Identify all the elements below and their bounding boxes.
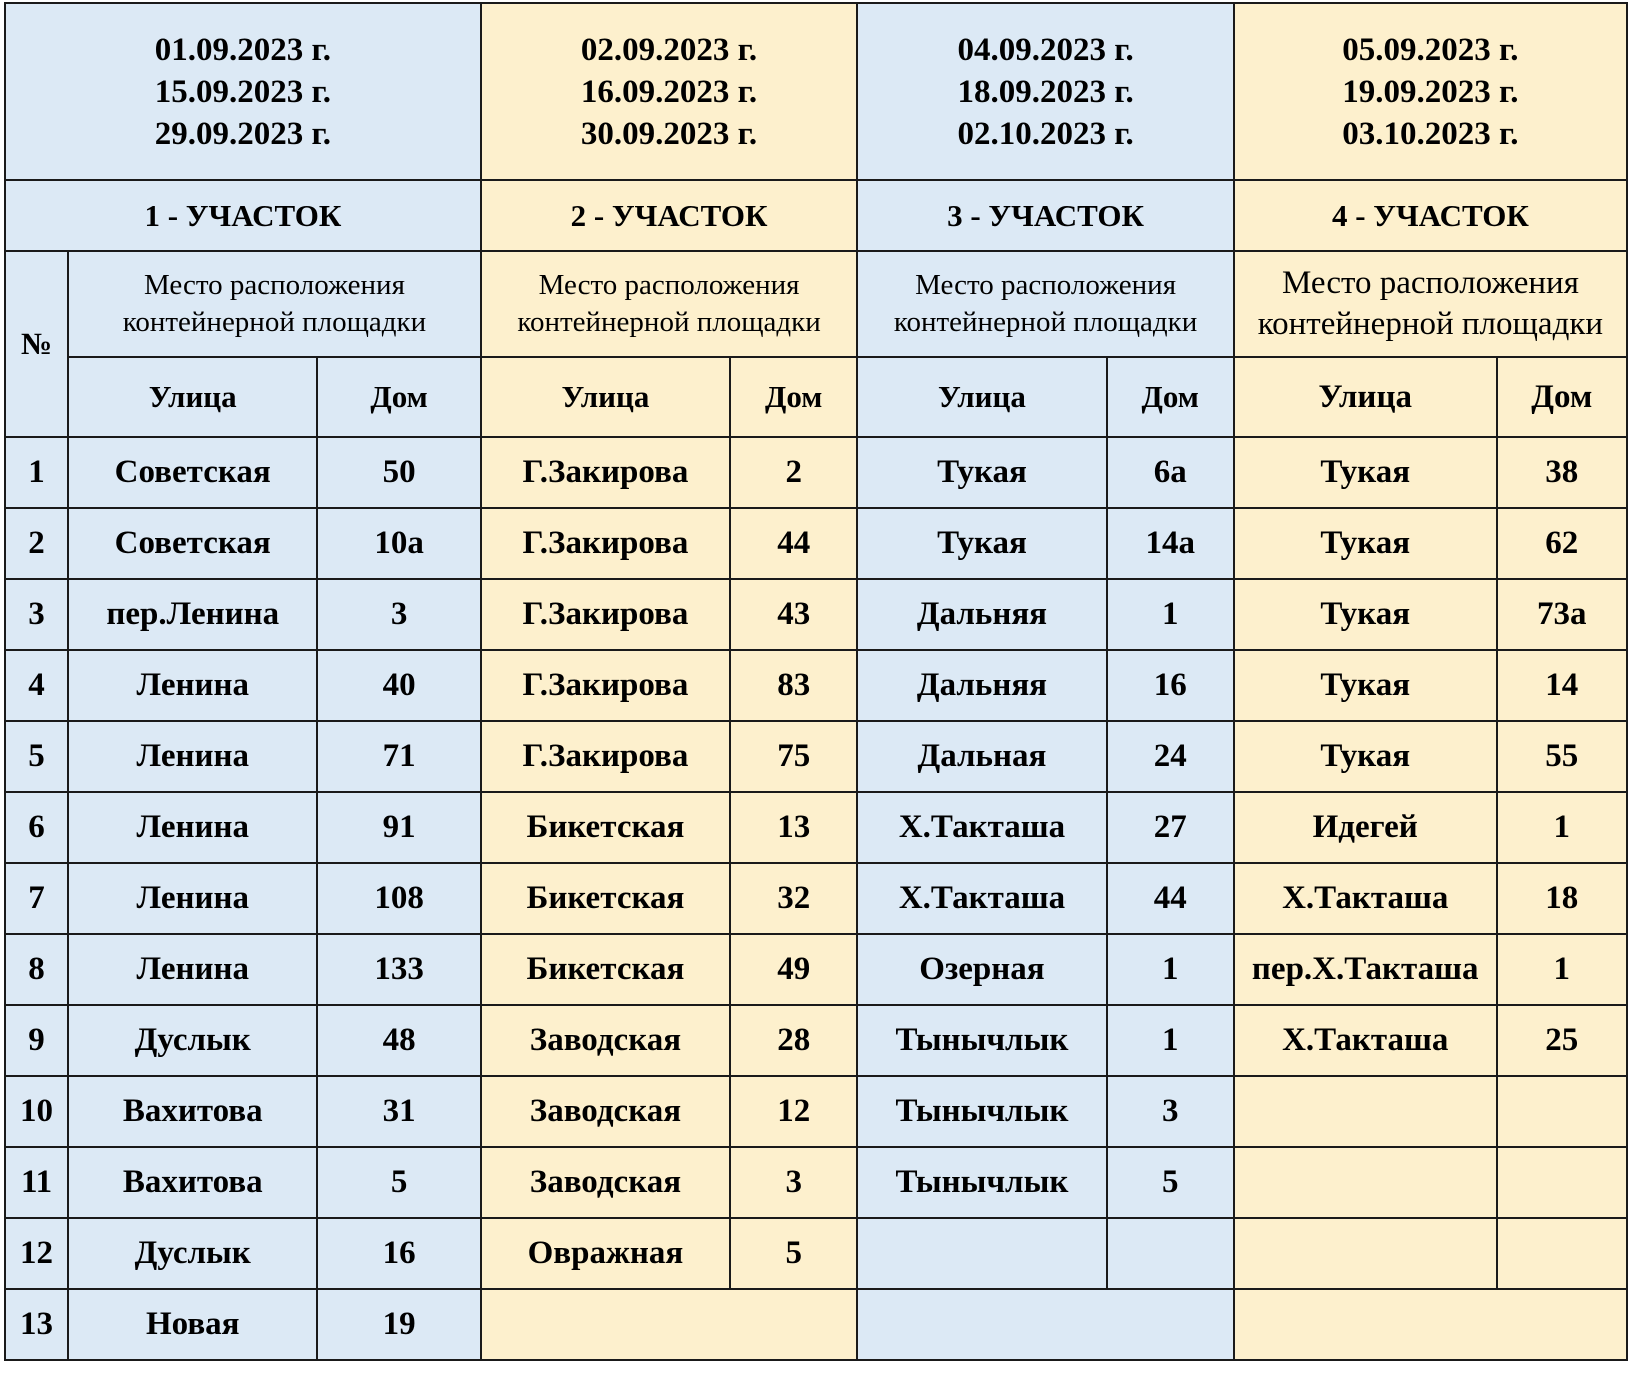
section-4-dates	[1234, 3, 1627, 180]
section-4-street-cell: Х.Такташа	[1234, 1005, 1497, 1076]
row-number: 6	[5, 792, 68, 863]
table-row	[5, 1076, 1627, 1147]
section-4-street-cell: Тукая	[1234, 650, 1497, 721]
section-1-street-cell: Ленина	[68, 863, 317, 934]
section-2-house-cell: 83	[730, 650, 857, 721]
section-1-house-cell: 16	[317, 1218, 480, 1289]
section-1-location-header	[68, 251, 481, 357]
section-2-street-header: Улица	[481, 357, 730, 437]
section-4-date-3: 03.10.2023 г.	[1342, 115, 1519, 152]
section-4-date-1: 05.09.2023 г.	[1342, 31, 1519, 68]
section-4-house-cell: 1	[1497, 792, 1627, 863]
section-3-date-1: 04.09.2023 г.	[957, 31, 1134, 68]
section-4-house-cell: 73а	[1497, 579, 1627, 650]
section-3-date-3: 02.10.2023 г.	[957, 115, 1134, 152]
section-4-location-header	[1234, 251, 1627, 357]
section-1-house-cell: 19	[317, 1289, 480, 1360]
section-1-title: 1 - УЧАСТОК	[5, 180, 481, 251]
section-3-house-cell: 1	[1107, 934, 1234, 1005]
section-2-street-cell: Г.Закирова	[481, 579, 730, 650]
section-4-street-cell: Тукая	[1234, 579, 1497, 650]
location-header-line-2: контейнерной площадки	[122, 306, 427, 338]
section-2-date-2: 16.09.2023 г.	[580, 73, 758, 110]
section-1-street-cell: пер.Ленина	[68, 579, 317, 650]
section-4-house-cell: 18	[1497, 863, 1627, 934]
section-1-date-2: 15.09.2023 г.	[154, 73, 332, 110]
row-number: 5	[5, 721, 68, 792]
section-1-house-cell: 108	[317, 863, 480, 934]
table-row	[5, 1005, 1627, 1076]
section-1-date-1: 01.09.2023 г.	[154, 31, 332, 68]
section-1-date-3: 29.09.2023 г.	[154, 115, 332, 152]
section-1-street-cell: Ленина	[68, 650, 317, 721]
section-1-house-header: Дом	[317, 357, 480, 437]
row-number: 13	[5, 1289, 68, 1360]
location-header-row	[5, 251, 1627, 357]
section-4-house-cell: 62	[1497, 508, 1627, 579]
section-2-house-cell: 75	[730, 721, 857, 792]
section-3-house-cell: 14а	[1107, 508, 1234, 579]
section-2-street-cell: Г.Закирова	[481, 650, 730, 721]
section-1-house-cell: 40	[317, 650, 480, 721]
section-1-house-cell: 50	[317, 437, 480, 508]
section-2-house-cell: 28	[730, 1005, 857, 1076]
section-4-house-cell: 14	[1497, 650, 1627, 721]
schedule-table-container	[4, 2, 1628, 1361]
row-number: 11	[5, 1147, 68, 1218]
section-2-street-cell: Заводская	[481, 1005, 730, 1076]
section-2-house-cell: 44	[730, 508, 857, 579]
section-2-house-cell: 49	[730, 934, 857, 1005]
section-3-street-cell: Х.Такташа	[857, 863, 1106, 934]
section-4-street-cell: Тукая	[1234, 508, 1497, 579]
section-2-house-cell: 5	[730, 1218, 857, 1289]
section-1-house-cell: 91	[317, 792, 480, 863]
section-1-street-cell: Ленина	[68, 934, 317, 1005]
section-4-date-2: 19.09.2023 г.	[1342, 73, 1519, 110]
row-number: 4	[5, 650, 68, 721]
section-4-street-cell: Х.Такташа	[1234, 863, 1497, 934]
dates-row	[5, 3, 1627, 180]
section-2-location-header	[481, 251, 858, 357]
section-2-street-cell: Г.Закирова	[481, 721, 730, 792]
row-number: 10	[5, 1076, 68, 1147]
location-header-line-1: Место расположения	[538, 269, 800, 301]
section-3-street-cell: Тынычлык	[857, 1005, 1106, 1076]
section-3-title: 3 - УЧАСТОК	[857, 180, 1234, 251]
section-3-street-cell: Тукая	[857, 437, 1106, 508]
section-2-street-cell: Заводская	[481, 1147, 730, 1218]
section-2-street-cell: Г.Закирова	[481, 508, 730, 579]
section-2-street-cell: Овражная	[481, 1218, 730, 1289]
section-1-street-cell: Вахитова	[68, 1147, 317, 1218]
section-3-house-cell: 6а	[1107, 437, 1234, 508]
section-1-street-cell: Советская	[68, 508, 317, 579]
section-2-house-header: Дом	[730, 357, 857, 437]
section-2-street-cell: Заводская	[481, 1076, 730, 1147]
row-number: 3	[5, 579, 68, 650]
section-4-street-cell	[1234, 1076, 1497, 1147]
section-3-street-cell: Озерная	[857, 934, 1106, 1005]
section-1-house-cell: 133	[317, 934, 480, 1005]
location-header-line-1: Место расположения	[1281, 265, 1579, 301]
section-3-street-header: Улица	[857, 357, 1106, 437]
section-3-location-header	[857, 251, 1234, 357]
table-row	[5, 508, 1627, 579]
section-4-house-cell: 1	[1497, 934, 1627, 1005]
section-4-house-header: Дом	[1497, 357, 1627, 437]
section-4-house-cell	[1497, 1076, 1627, 1147]
section-3-house-cell: 27	[1107, 792, 1234, 863]
section-3-house-cell: 16	[1107, 650, 1234, 721]
empty-cell	[1234, 1289, 1627, 1360]
section-2-dates	[481, 3, 858, 180]
row-number: 2	[5, 508, 68, 579]
table-row	[5, 579, 1627, 650]
section-1-house-cell: 10а	[317, 508, 480, 579]
section-1-street-header: Улица	[68, 357, 317, 437]
section-3-house-cell: 24	[1107, 721, 1234, 792]
section-3-street-cell: Х.Такташа	[857, 792, 1106, 863]
section-3-house-cell: 1	[1107, 1005, 1234, 1076]
section-3-street-cell: Дальняя	[857, 579, 1106, 650]
number-column-header: №	[5, 251, 68, 437]
section-2-house-cell: 32	[730, 863, 857, 934]
section-3-street-cell: Дальная	[857, 721, 1106, 792]
section-2-house-cell: 13	[730, 792, 857, 863]
location-header-line-1: Место расположения	[915, 269, 1177, 301]
section-titles-row	[5, 180, 1627, 251]
section-4-title: 4 - УЧАСТОК	[1234, 180, 1627, 251]
table-row	[5, 650, 1627, 721]
table-row	[5, 792, 1627, 863]
table-row	[5, 1289, 1627, 1360]
section-4-street-header: Улица	[1234, 357, 1497, 437]
section-4-house-cell	[1497, 1147, 1627, 1218]
section-1-street-cell: Вахитова	[68, 1076, 317, 1147]
section-1-dates	[5, 3, 481, 180]
section-2-street-cell: Бикетская	[481, 792, 730, 863]
location-header-line-2: контейнерной площадки	[1257, 306, 1604, 342]
section-3-street-cell: Тукая	[857, 508, 1106, 579]
empty-cell	[857, 1289, 1234, 1360]
section-2-date-1: 02.09.2023 г.	[580, 31, 758, 68]
section-3-street-cell: Тынычлык	[857, 1076, 1106, 1147]
section-3-house-cell: 5	[1107, 1147, 1234, 1218]
section-3-date-2: 18.09.2023 г.	[957, 73, 1134, 110]
section-2-street-cell: Бикетская	[481, 863, 730, 934]
table-row	[5, 1218, 1627, 1289]
section-3-house-cell: 1	[1107, 579, 1234, 650]
section-1-house-cell: 71	[317, 721, 480, 792]
section-1-street-cell: Советская	[68, 437, 317, 508]
section-2-house-cell: 3	[730, 1147, 857, 1218]
section-1-house-cell: 48	[317, 1005, 480, 1076]
section-1-house-cell: 5	[317, 1147, 480, 1218]
table-row	[5, 934, 1627, 1005]
section-4-house-cell: 25	[1497, 1005, 1627, 1076]
section-4-street-cell	[1234, 1218, 1497, 1289]
section-1-house-cell: 31	[317, 1076, 480, 1147]
section-3-street-cell	[857, 1218, 1106, 1289]
location-header-line-2: контейнерной площадки	[893, 306, 1198, 338]
section-3-house-header: Дом	[1107, 357, 1234, 437]
section-2-street-cell: Бикетская	[481, 934, 730, 1005]
section-4-house-cell: 38	[1497, 437, 1627, 508]
section-2-house-cell: 43	[730, 579, 857, 650]
section-1-street-cell: Ленина	[68, 792, 317, 863]
section-2-title: 2 - УЧАСТОК	[481, 180, 858, 251]
section-4-street-cell	[1234, 1147, 1497, 1218]
section-3-street-cell: Дальняя	[857, 650, 1106, 721]
table-row	[5, 721, 1627, 792]
table-row	[5, 437, 1627, 508]
row-number: 1	[5, 437, 68, 508]
section-1-street-cell: Ленина	[68, 721, 317, 792]
row-number: 9	[5, 1005, 68, 1076]
section-4-house-cell	[1497, 1218, 1627, 1289]
section-2-house-cell: 12	[730, 1076, 857, 1147]
table-row	[5, 1147, 1627, 1218]
section-1-house-cell: 3	[317, 579, 480, 650]
section-2-house-cell: 2	[730, 437, 857, 508]
row-number: 12	[5, 1218, 68, 1289]
section-3-dates	[857, 3, 1234, 180]
section-4-street-cell: Идегей	[1234, 792, 1497, 863]
section-2-date-3: 30.09.2023 г.	[580, 115, 758, 152]
empty-cell	[481, 1289, 858, 1360]
section-2-street-cell: Г.Закирова	[481, 437, 730, 508]
street-house-header-row	[5, 357, 1627, 437]
section-1-street-cell: Новая	[68, 1289, 317, 1360]
section-4-house-cell: 55	[1497, 721, 1627, 792]
section-3-house-cell: 3	[1107, 1076, 1234, 1147]
location-header-line-2: контейнерной площадки	[517, 306, 821, 338]
location-header-line-1: Место расположения	[143, 269, 405, 301]
section-3-street-cell: Тынычлык	[857, 1147, 1106, 1218]
collection-schedule-table	[4, 2, 1628, 1361]
section-3-house-cell	[1107, 1218, 1234, 1289]
section-4-street-cell: Тукая	[1234, 721, 1497, 792]
row-number: 7	[5, 863, 68, 934]
table-row	[5, 863, 1627, 934]
section-1-street-cell: Дуслык	[68, 1218, 317, 1289]
section-3-house-cell: 44	[1107, 863, 1234, 934]
section-4-street-cell: пер.Х.Такташа	[1234, 934, 1497, 1005]
row-number: 8	[5, 934, 68, 1005]
section-1-street-cell: Дуслык	[68, 1005, 317, 1076]
section-4-street-cell: Тукая	[1234, 437, 1497, 508]
